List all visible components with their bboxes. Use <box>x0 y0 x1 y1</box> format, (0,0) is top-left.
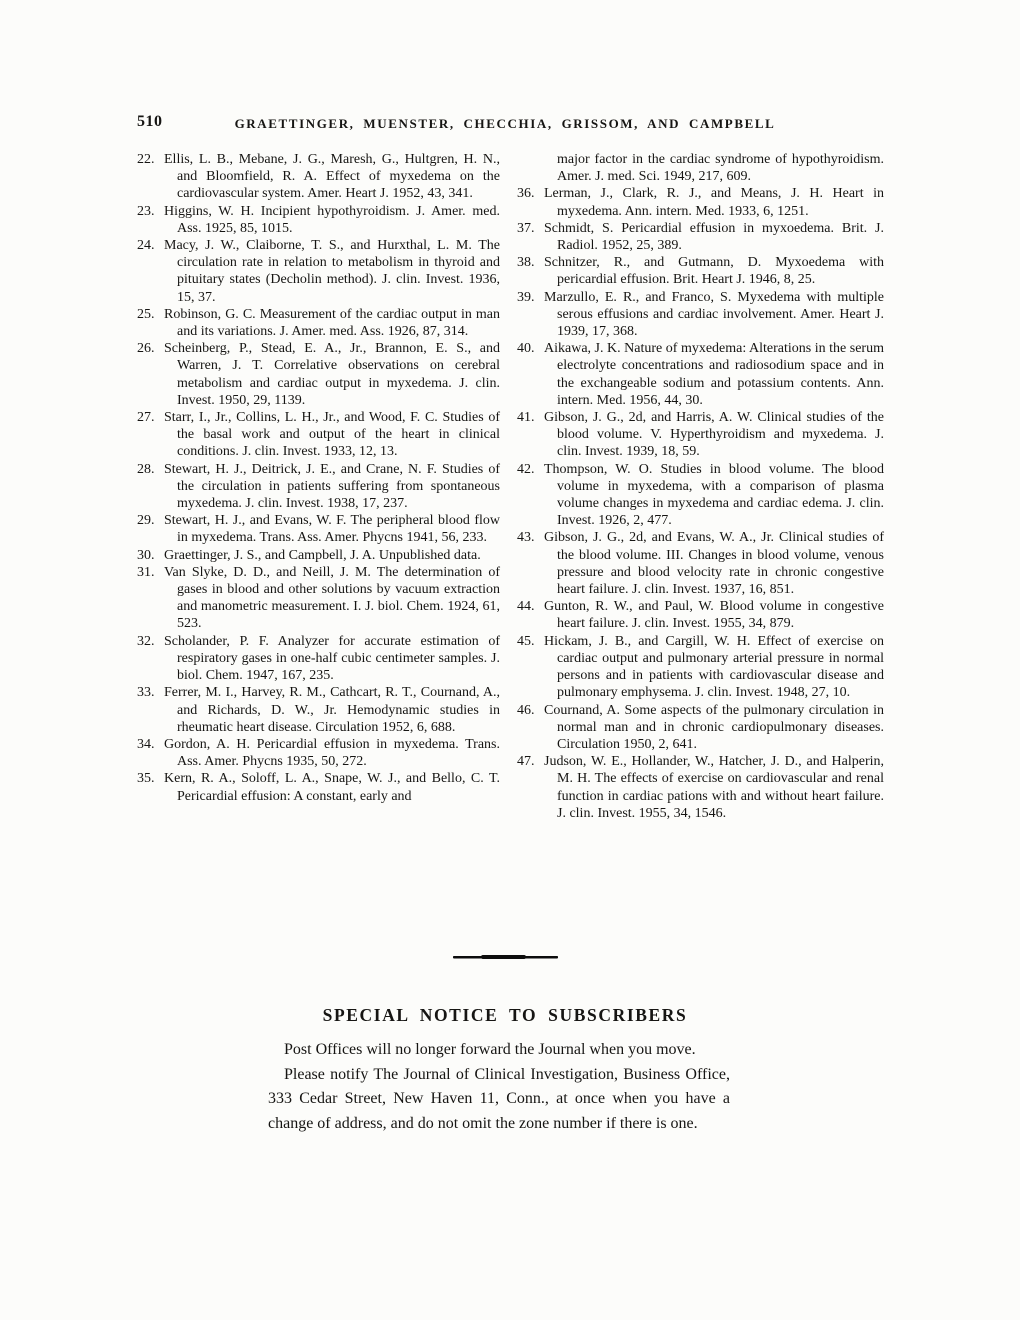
notice-body <box>268 1038 730 1136</box>
reference-number: 25. <box>137 306 155 322</box>
reference-number: 35. <box>137 771 155 787</box>
reference-item <box>517 220 884 254</box>
reference-item <box>137 512 500 546</box>
reference-number: 29. <box>137 513 155 529</box>
reference-number: 42. <box>517 461 535 477</box>
reference-number: 31. <box>137 564 155 580</box>
reference-number: 22. <box>137 152 155 167</box>
reference-number: 33. <box>137 685 155 701</box>
reference-number: 41. <box>517 410 535 426</box>
reference-item <box>517 289 884 341</box>
reference-text: Ellis, L. B., Mebane, J. G., Maresh, G., Hultgren, H. N., and Bloomfield, R. A. Effect of myxedema on the cardiovascular system. Amer. Heart J. 1952, 43, 341. <box>164 152 500 202</box>
notice-paragraph: Please notify The Journal of Clinical Investigation, Business Office, 333 Cedar Street, New Haven 11, Conn., at once when you have a change of address, and do not omit the zone number if there is one. <box>268 1065 730 1132</box>
reference-item <box>137 151 500 203</box>
section-divider <box>453 956 558 958</box>
reference-text: Scheinberg, P., Stead, E. A., Jr., Brannon, E. S., and Warren, J. T. Correlative observations on cerebral metabolism and cardiac output in myxedema. J. clin. Invest. 1950, 29, 1139. <box>164 341 500 408</box>
reference-item <box>137 564 500 633</box>
reference-item <box>517 702 884 754</box>
reference-text: Scholander, P. F. Analyzer for accurate estimation of respiratory gases in one-half cubic centimeter samples. J. biol. Chem. 1947, 167, 235. <box>164 633 500 684</box>
reference-text: Schmidt, S. Pericardial effusion in myxoedema. Brit. J. Radiol. 1952, 25, 389. <box>544 220 884 254</box>
reference-text: Kern, R. A., Soloff, L. A., Snape, W. J., and Bello, C. T. Pericardial effusion: A constant, early and <box>164 771 500 804</box>
reference-item <box>517 340 884 409</box>
reference-item <box>517 633 884 702</box>
reference-text: Graettinger, J. S., and Campbell, J. A. Unpublished data. <box>164 547 481 563</box>
reference-text: Gordon, A. H. Pericardial effusion in myxedema. Trans. Ass. Amer. Phycns 1935, 50, 272. <box>164 736 500 770</box>
reference-item <box>517 529 884 598</box>
reference-number: 23. <box>137 203 155 219</box>
reference-number: 34. <box>137 736 155 752</box>
reference-text: Gibson, J. G., 2d, and Evans, W. A., Jr. Clinical studies of the blood volume. III. Changes in blood volume, venous pressure and blood velocity rate in chronic congestive heart failure. J. clin. Invest. 1937, 16, 851. <box>544 530 884 598</box>
reference-text: Ferrer, M. I., Harvey, R. M., Cathcart, R. T., Cournand, A., and Richards, D. W., Jr. Hemodynamic studies in rheumatic heart disease. Circulation 1952, 6, 688. <box>164 685 500 735</box>
reference-text: Stewart, H. J., and Evans, W. F. The peripheral blood flow in myxedema. Trans. Ass. Amer. Phycns 1941, 56, 233. <box>164 513 500 546</box>
reference-number: 44. <box>517 599 535 615</box>
reference-text: major factor in the cardiac syndrome of hypothyroidism. Amer. J. med. Sci. 1949, 217, 609. <box>557 152 884 185</box>
page-number: 510 <box>137 113 163 130</box>
reference-text: Gunton, R. W., and Paul, W. Blood volume in congestive heart failure. J. clin. Invest. 1955, 34, 879. <box>544 599 884 632</box>
reference-item <box>137 237 500 306</box>
reference-item <box>137 461 500 513</box>
reference-number: 45. <box>517 633 535 649</box>
reference-number: 27. <box>137 410 155 426</box>
reference-item <box>517 151 884 185</box>
reference-item <box>517 753 884 822</box>
reference-item <box>137 203 500 237</box>
reference-text: Lerman, J., Clark, R. J., and Means, J. H. Heart in myxedema. Ann. intern. Med. 1933, 6, 1251. <box>544 186 884 219</box>
reference-item <box>137 770 500 804</box>
reference-item <box>517 409 884 461</box>
reference-item <box>517 461 884 530</box>
reference-number: 37. <box>517 220 535 236</box>
reference-number: 36. <box>517 186 535 202</box>
reference-number: 32. <box>137 633 155 649</box>
reference-number: 30. <box>137 547 155 563</box>
reference-text: Robinson, G. C. Measurement of the cardiac output in man and its variations. J. Amer. med. Ass. 1926, 87, 314. <box>164 306 500 340</box>
reference-text: Hickam, J. B., and Cargill, W. H. Effect of exercise on cardiac output and pulmonary arterial pressure in normal persons and in patients with cardiovascular disease and pulmonary emphysema. J. clin. Invest. 1948, 27, 10. <box>544 633 884 701</box>
reference-number: 47. <box>517 754 535 770</box>
reference-text: Schnitzer, R., and Gutmann, D. Myxoedema with pericardial effusion. Brit. Heart J. 1946, 8, 25. <box>544 255 884 288</box>
notice-title: SPECIAL NOTICE TO SUBSCRIBERS <box>322 1005 688 1025</box>
reference-number: 38. <box>517 255 535 271</box>
reference-text: Macy, J. W., Claiborne, T. S., and Hurxthal, L. M. The circulation rate in relation to metabolism in thyroid and pituitary states (Decholin method). J. clin. Invest. 1936, 15, 37. <box>164 238 500 305</box>
reference-number: 43. <box>517 530 535 546</box>
reference-text: Van Slyke, D. D., and Neill, J. M. The determination of gases in blood and other solutions by vacuum extraction and manometric measurement. I. J. biol. Chem. 1924, 61, 523. <box>164 564 500 632</box>
reference-column-right <box>517 151 884 822</box>
reference-text: Marzullo, E. R., and Franco, S. Myxedema with multiple serous effusions and cardiac involvement. Amer. Heart J. 1939, 17, 368. <box>544 289 884 340</box>
reference-item <box>137 736 500 770</box>
reference-item <box>137 340 500 409</box>
reference-text: Judson, W. E., Hollander, W., Hatcher, J. D., and Halperin, M. H. The effects of exercise on cardiovascular and renal function in cardiac pations with and without heart failure. J. clin. Invest. 1955, 34, 1546. <box>544 754 884 821</box>
reference-item <box>137 306 500 340</box>
reference-number: 39. <box>517 289 535 305</box>
reference-number: 46. <box>517 702 535 718</box>
reference-text: Starr, I., Jr., Collins, L. H., Jr., and Wood, F. C. Studies of the basal work and output of the heart in clinical conditions. J. clin. Invest. 1933, 12, 13. <box>164 410 500 460</box>
reference-text: Cournand, A. Some aspects of the pulmonary circulation in normal man and in chronic cardiopulmonary diseases. Circulation 1950, 2, 641. <box>544 702 884 752</box>
reference-item <box>137 633 500 685</box>
running-head: GRAETTINGER, MUENSTER, CHECCHIA, GRISSOM, AND CAMPBELL <box>234 116 776 131</box>
reference-column-left <box>137 151 500 805</box>
reference-number: 26. <box>137 341 155 357</box>
reference-item <box>517 185 884 219</box>
reference-item <box>517 254 884 288</box>
reference-text: Higgins, W. H. Incipient hypothyroidism. J. Amer. med. Ass. 1925, 85, 1015. <box>164 203 500 236</box>
reference-number: 24. <box>137 238 155 254</box>
reference-text: Stewart, H. J., Deitrick, J. E., and Crane, N. F. Studies of the circulation in patients suffering from spontaneous myxedema. J. clin. Invest. 1938, 17, 237. <box>164 461 500 512</box>
reference-number: 40. <box>517 341 535 357</box>
reference-text: Aikawa, J. K. Nature of myxedema: Alterations in the serum electrolyte concentrations and radiosodium space and in the exchangeable sodium and potassium contents. Ann. intern. Med. 1956, 44, 30. <box>544 341 884 408</box>
reference-text: Thompson, W. O. Studies in blood volume. The blood volume in myxedema, with a comparison of plasma volume changes in myxedema and cardiac edema. J. clin. Invest. 1926, 2, 477. <box>544 461 884 529</box>
reference-item <box>137 409 500 461</box>
reference-item <box>517 598 884 632</box>
notice-paragraph: Post Offices will no longer forward the Journal when you move. <box>284 1041 696 1058</box>
reference-item <box>137 684 500 736</box>
reference-number: 28. <box>137 461 155 477</box>
reference-text: Gibson, J. G., 2d, and Harris, A. W. Clinical studies of the blood volume. V. Hyperthyroidism and myxedema. J. clin. Invest. 1939, 18, 59. <box>544 410 884 460</box>
reference-item <box>137 547 500 564</box>
